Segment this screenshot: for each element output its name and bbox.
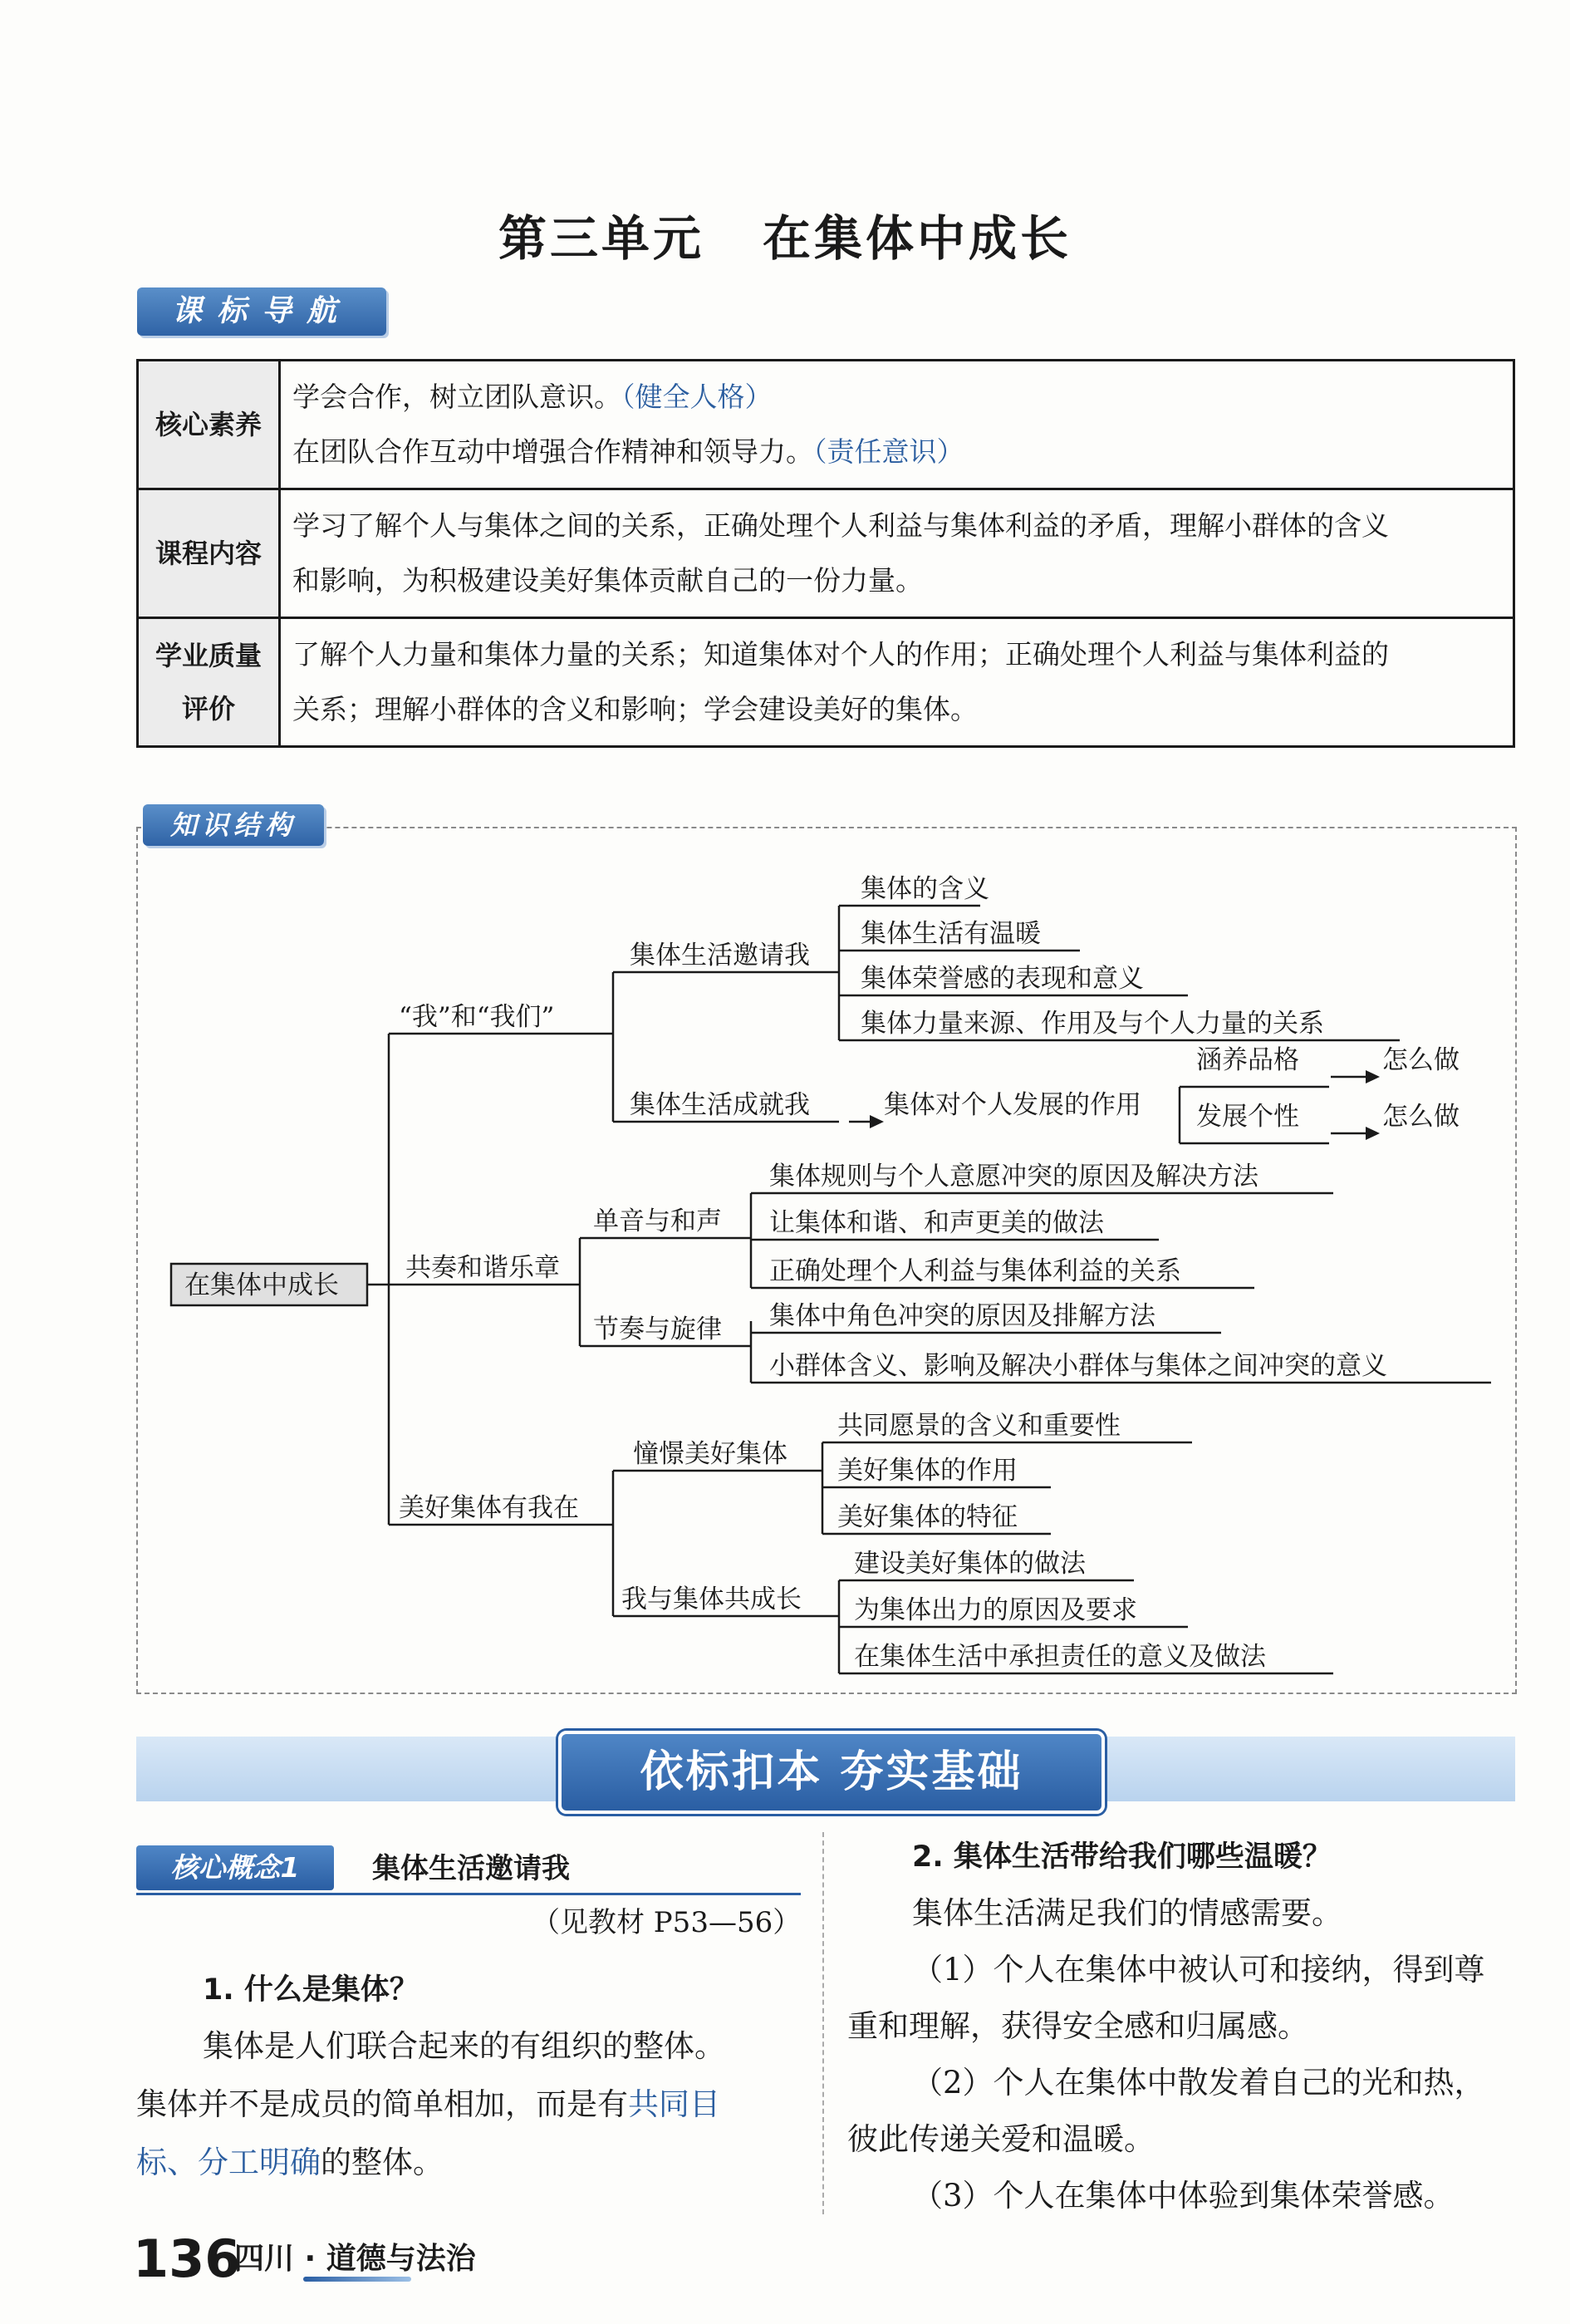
row-head: 课程内容 [138,489,280,618]
question-2: 2. 集体生活带给我们哪些温暖？ [912,1840,1332,1874]
question-1: 1. 什么是集体？ [203,1973,419,2007]
tree-node: 集体生活邀请我 [630,941,810,970]
tree-leaf: 美好集体的特征 [837,1502,1018,1532]
tree-node: 憧憬美好集体 [633,1439,787,1469]
textbook-reference: （见教材 P53—56） [532,1906,802,1939]
tree-leaf: 集体荣誉感的表现和意义 [861,964,1144,994]
concept-title: 集体生活邀请我 [372,1852,570,1885]
answer-line: 集体生活满足我们的情感需要。 [912,1895,1342,1931]
tree-leaf: 集体的含义 [861,874,989,904]
tree-leaf: 正确处理个人利益与集体利益的关系 [769,1256,1181,1286]
tree-node: 集体生活成就我 [630,1090,810,1120]
answer-line: （3）个人在集体中体验到集体荣誉感。 [912,2178,1455,2213]
tree-node: 节奏与旋律 [593,1314,722,1344]
tree-leaf: 集体生活有温暖 [861,919,1041,949]
row-content: 了解个人力量和集体力量的关系；知道集体对个人的作用；正确处理个人利益与集体利益的 关系；理解小群体的含义和影响；学会建设美好的集体。 [280,618,1514,747]
tree-leaf: 集体力量来源、作用及与个人力量的关系 [861,1009,1324,1039]
tree-leaf: 怎么做 [1382,1045,1460,1075]
tree-node: 共奏和谐乐章 [405,1253,560,1283]
tree-node: “我”和“我们” [399,1002,555,1032]
tree-leaf: 建设美好集体的做法 [854,1549,1086,1579]
note: （责任意识） [813,435,964,468]
tree-leaf: 共同愿景的含义和重要性 [837,1411,1121,1441]
tree-leaf: 怎么做 [1382,1102,1460,1132]
concept-rule [136,1893,801,1895]
tree-node: 我与集体共成长 [621,1585,802,1614]
tree-leaf: 集体规则与个人意愿冲突的原因及解决方法 [769,1162,1258,1191]
section-tab-nav: 课标导航 [137,287,386,336]
row-head: 学业质量 评价 [138,618,280,747]
answer-line: 彼此传递关爱和温暖。 [847,2121,1155,2157]
answer-line: 集体是人们联合起来的有组织的整体。 [203,2028,725,2064]
tree-node: 集体对个人发展的作用 [884,1090,1141,1120]
tree-node: 美好集体有我在 [399,1493,579,1523]
row-head: 核心素养 [138,361,280,489]
unit-number: 第三单元 [498,210,704,267]
highlight-text: 标、分工明确 [136,2145,321,2180]
tree-root: 在集体中成长 [184,1270,339,1300]
column-divider [822,1832,824,2214]
answer-line: （1）个人在集体中被认可和接纳，得到尊 [912,1952,1485,1987]
highlight-text: 共同目 [628,2086,720,2122]
row-content: 学会合作，树立团队意识。（健全人格） 在团队合作互动中增强合作精神和领导力。（责任意识） [280,361,1514,489]
tree-leaf: 集体中角色冲突的原因及排解方法 [769,1301,1155,1331]
tree-leaf: 发展个性 [1196,1102,1299,1132]
footer-underline [303,2277,411,2282]
answer-line: 集体并不是成员的简单相加，而是有共同目 [136,2086,720,2122]
footer-text: 四川 · 道德与法治 [234,2242,476,2276]
tree-leaf: 为集体出力的原因及要求 [854,1595,1137,1625]
answer-line: 重和理解，获得安全感和归属感。 [847,2008,1308,2044]
unit-name: 在集体中成长 [763,210,1072,267]
section-tab-structure: 知识结构 [143,804,324,846]
tree-leaf: 小群体含义、影响及解决小群体与集体之间冲突的意义 [769,1351,1387,1381]
tree-leaf: 在集体生活中承担责任的意义及做法 [854,1642,1266,1672]
tree-leaf: 美好集体的作用 [837,1456,1018,1486]
page-number: 136 [133,2228,241,2289]
tree-leaf: 涵养品格 [1196,1045,1299,1075]
section-banner: 依标扣本 夯实基础 [558,1731,1105,1814]
note: （健全人格） [621,381,773,413]
answer-line: 标、分工明确的整体。 [136,2145,444,2180]
answer-line: （2）个人在集体中散发着自己的光和热， [912,2065,1485,2100]
concept-tag: 核心概念1 [136,1845,334,1890]
tree-leaf: 让集体和谐、和声更美的做法 [769,1208,1104,1238]
tree-node: 单音与和声 [593,1206,722,1236]
row-content: 学习了解个人与集体之间的关系，正确处理个人利益与集体利益的矛盾，理解小群体的含义 和影响，为积极建设美好集体贡献自己的一份力量。 [280,489,1514,618]
